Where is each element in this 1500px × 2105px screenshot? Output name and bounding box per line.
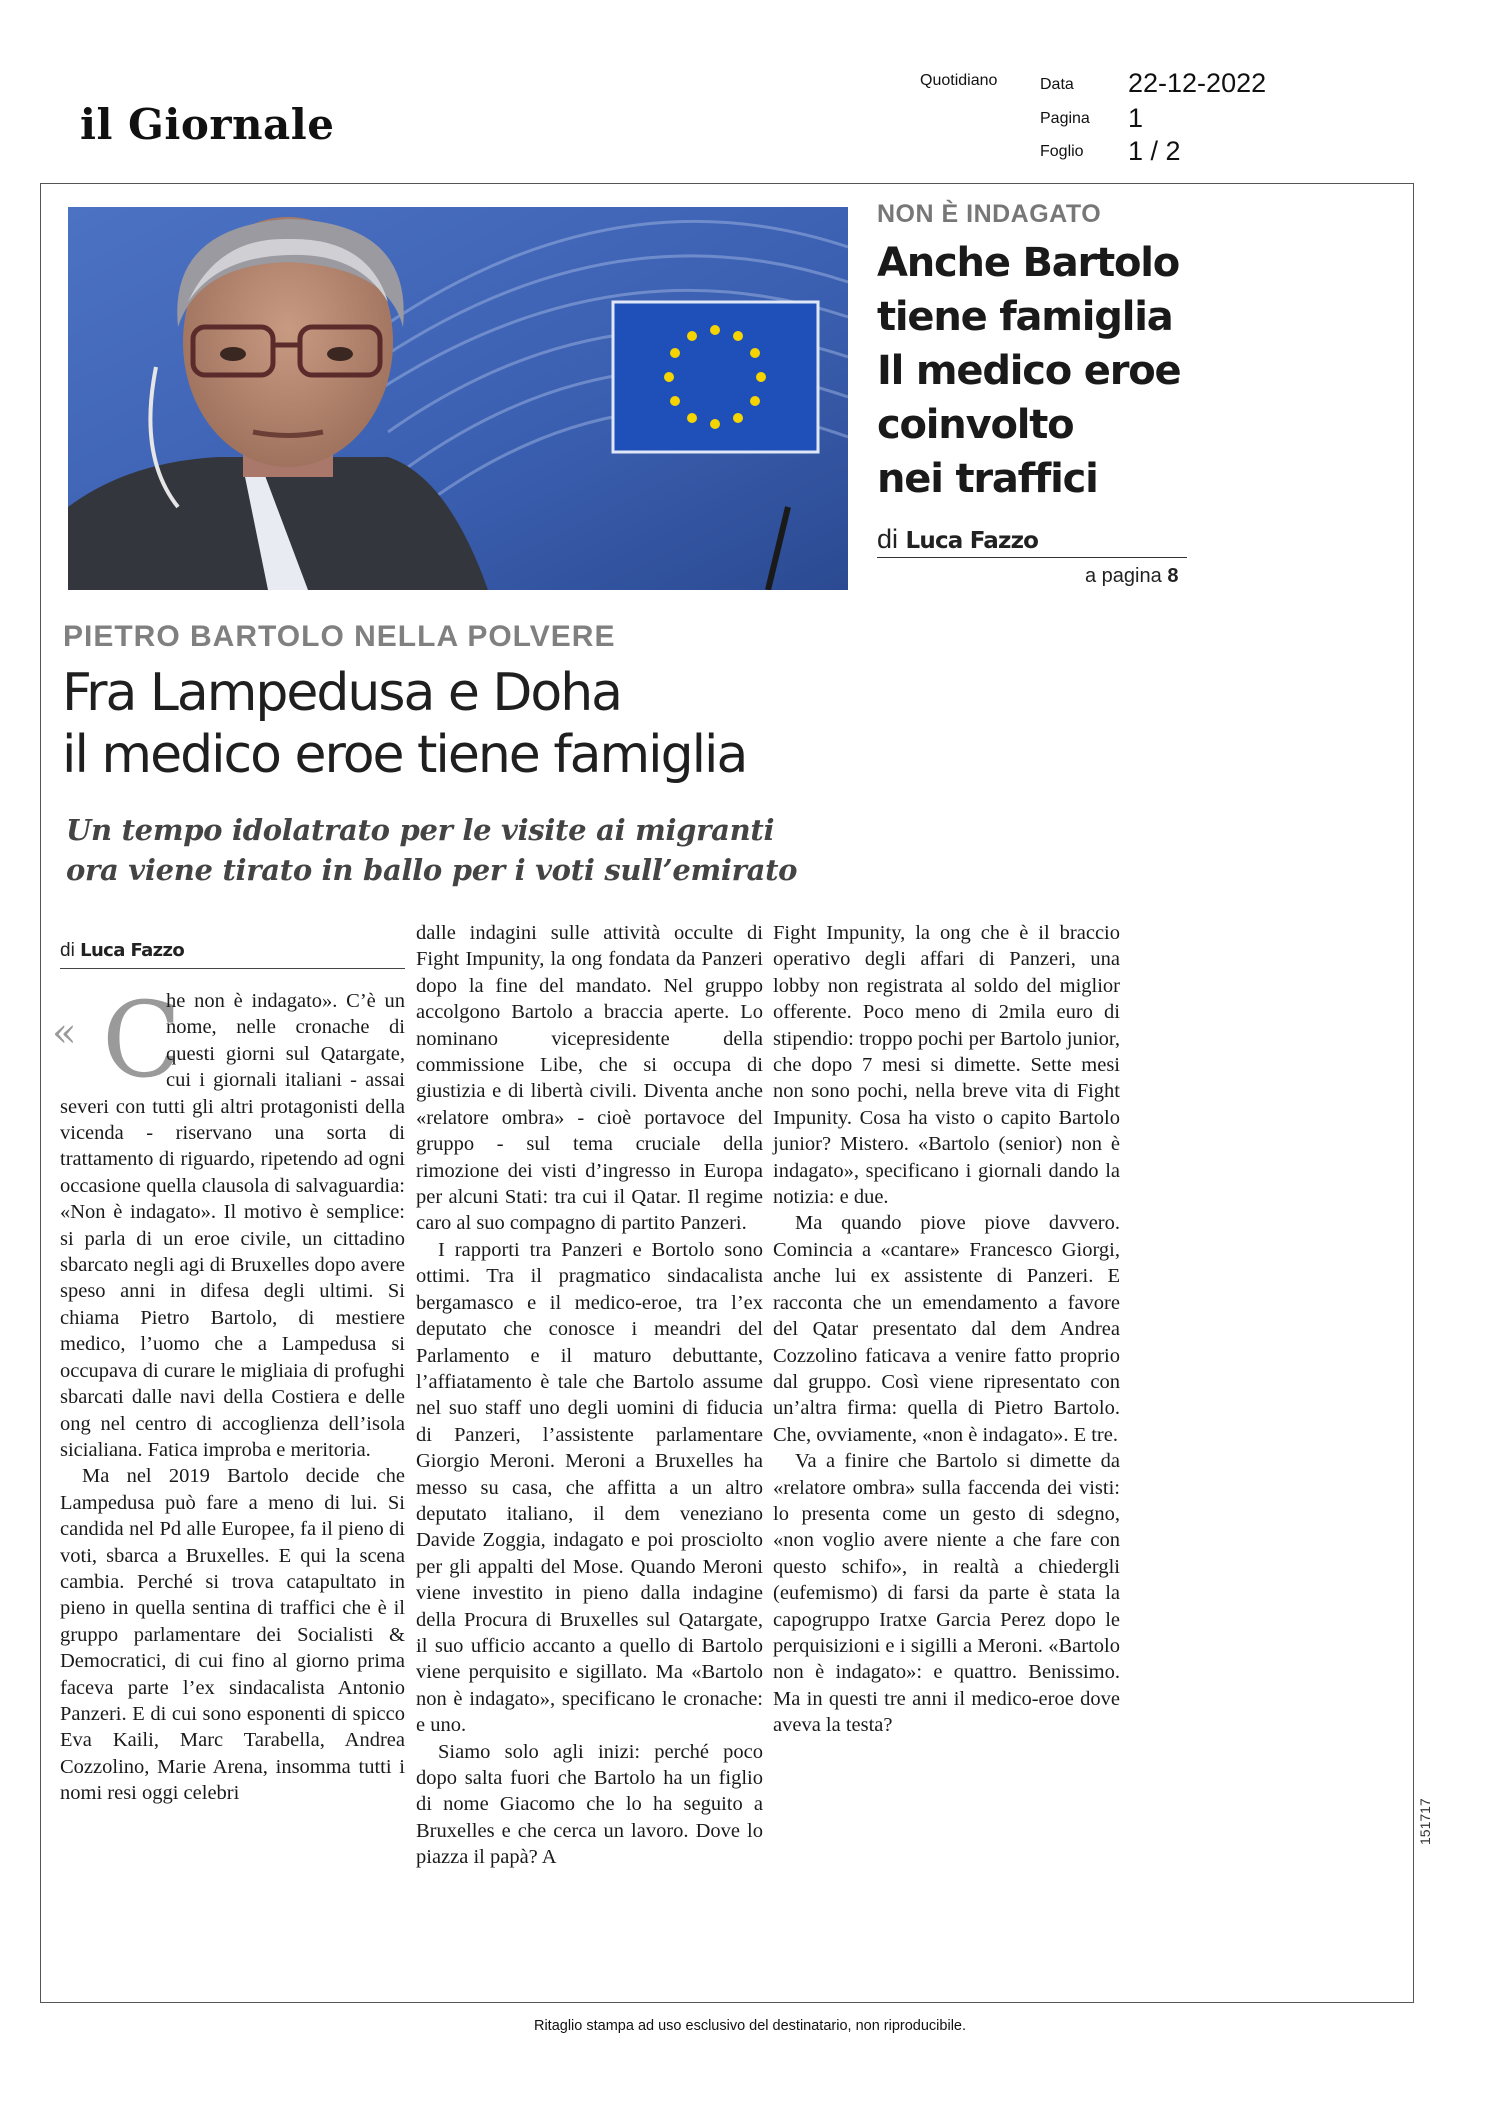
teaser-title-line: tiene famiglia [877,294,1173,340]
article-column-3 [773,920,1120,1739]
teaser-title-line: Il medico eroe [877,348,1181,394]
page-reference-prefix: a pagina [1085,565,1162,587]
teaser-kicker: NON È INDAGATO [877,200,1102,228]
paragraph: Ma quando piove piove davvero. Comincia a «cantare» Francesco Giorgi, anche lui ex assistente di Panzeri. E racconta che un emendamento a favore del Qatar presentato dal dem Andrea Cozzolino faticava a venire fatto proprio dal gruppo. Così viene ripresentato con un’altra firma: quella di Pietro Bartolo. Che, ovviamente, «non è indagato». E tre. [773,1212,1120,1446]
page-label: Pagina [1040,110,1090,127]
paragraph: Ma nel 2019 Bartolo decide che Lampedusa può fare a meno di lui. Si candida nel Pd alle Europee, fa il pieno di voti, sbarca a Bruxelles. E qui la scena cambia. Perché si trova catapultato in pieno in quella sentina di traffici che è il gruppo parlamentare dei Socialisti & Democratici, di cui fino al giorno prima faceva parte l’ex sindacalista Antonio Panzeri. E di cui sono esponenti di spicco Eva Kaili, Marc Tarabella, Andrea Cozzolino, Marie Arena, insomma tutti i nomi resi oggi celebri [60,1465,405,1805]
paragraph: Siamo solo agli inizi: perché poco dopo salta fuori che Bartolo ha un figlio di nome Giacomo che lo ha seguito a Bruxelles e che cerca un lavoro. Dove lo piazza il papà? A [416,1740,763,1869]
byline-prefix: di [60,940,75,961]
article-byline [60,940,184,962]
article-column-1 [60,979,405,1807]
portrait-illustration [68,207,848,590]
footer-notice: Ritaglio stampa ad uso esclusivo del destinatario, non riproducibile. [533,2018,967,2034]
teaser-rule [877,557,1187,558]
publication-type: Quotidiano [920,72,998,89]
article-subtitle [66,810,797,890]
sheet-value: 1 / 2 [1128,136,1181,166]
subtitle-line: Un tempo idolatrato per le visite ai migranti [66,813,775,847]
paragraph: he non è indagato». C’è un nome, nelle cronache di questi giorni sul Qatargate, cui i giornali italiani - assai severi con tutti gli altri protagonisti della vicenda - riservano una sorta di trattamento di riguardo, ripetendo ad ogni occasione quella clausola di salvaguardia: «Non è indagato». Il motivo è semplice: si parla di un eroe civile, un cittadino sbarcato negli agi di Bruxelles dopo avere speso anni in difesa degli ultimi. Si chiama Pietro Bartolo, di mestiere medico, l’uomo che a Lampedusa si occupava di curare le migliaia di profughi sbarcati dalle navi della Costiera e delle ong nel centro di accoglienza dell’isola sicialiana. Fatica improba e meritoria. [60,990,405,1461]
page-reference-number: 8 [1167,565,1179,587]
date-value: 22-12-2022 [1128,68,1267,98]
date-label: Data [1040,76,1074,93]
teaser-title-line: nei traffici [877,456,1098,502]
page-value: 1 [1128,103,1144,133]
page-reference [1085,565,1178,588]
byline-name: Luca Fazzo [80,940,185,961]
article-photo [68,207,848,590]
paragraph: Va a finire che Bartolo si dimette da «relatore ombra» sulla faccenda dei visti: lo presenta come un gesto di sdegno, «non voglio avere niente a che fare con questo schifo», in realtà a chiedergli (eufemismo) di farsi da parte è stata la capogruppo Iratxe Garcia Perez dopo le perquisizioni e i sigilli a Meroni. «Bartolo non è indagato»: e quattro. Benissimo. Ma in questi tre anni il medico-eroe dove aveva la testa? [773,1450,1120,1737]
teaser-title [877,236,1180,506]
teaser-byline [877,524,1038,555]
headline-line: Fra Lampedusa e Doha [62,663,622,723]
newspaper-logo: il Giornale [80,100,335,149]
article-headline [62,662,746,786]
teaser-byline-prefix: di [877,524,899,554]
article-kicker: PIETRO BARTOLO NELLA POLVERE [63,620,616,653]
sheet-label: Foglio [1040,143,1084,160]
paragraph: Fight Impunity, la ong che è il braccio operativo degli affari di Panzeri, una lobby non registrata al soldo del miglior offerente. Poco meno di 2mila euro di stipendio: troppo pochi per Bartolo junior, che dopo 7 mesi si dimette. Sette mesi non sono pochi, nella breve vita di Fight Impunity. Cosa ha visto o capito Bartolo junior? Mistero. «Bartolo (senior) non è indagato», specificano i giornali dando la notizia: e due. [773,922,1120,1209]
teaser-title-line: Anche Bartolo [877,240,1180,286]
article-column-2 [416,920,763,1871]
teaser-byline-name: Luca Fazzo [905,528,1039,554]
archive-code: 151717 [1417,1798,1433,1845]
byline-rule [60,968,405,969]
subtitle-line: ora viene tirato in ballo per i voti sull’emirato [66,853,798,887]
opening-quote: « [52,1010,77,1056]
drop-cap: C [102,979,182,1101]
paragraph: I rapporti tra Panzeri e Bortolo sono ottimi. Tra il pragmatico sindacalista bergamasco e il medico-eroe, tra l’ex deputato che conosce i meandri del Parlamento e il maturo debuttante, l’affiatamento è tale che Bartolo assume nel suo staff uno degli uomini di fiducia di Panzeri, l’assistente parlamentare Giorgio Meroni. Meroni a Bruxelles ha messo su casa, che affitta a un altro deputato italiano, il dem veneziano Davide Zoggia, indagato e poi prosciolto per gli appalti del Mose. Quando Meroni viene investito in pieno dalla indagine della Procura di Bruxelles sul Qatargate, il suo ufficio accanto a quello di Bartolo viene perquisito e sigillato. Ma «Bartolo non è indagato», specificano le cronache: e uno. [416,1238,763,1737]
teaser-title-line: coinvolto [877,402,1074,448]
headline-line: il medico eroe tiene famiglia [62,725,747,785]
paragraph: dalle indagini sulle attività occulte di Fight Impunity, la ong fondata da Panzeri dopo la fine del mandato. Nel gruppo accolgono Bartolo a braccia aperte. Lo nominano vicepresidente della commissione Libe, che si occupa di giustizia e di libertà civili. Diventa anche «relatore ombra» - cioè portavoce del gruppo - sul tema cruciale della rimozione dei visti d’ingresso in Europa per alcuni Stati: tra cui il Qatar. Il regime caro al suo compagno di partito Panzeri. [416,922,763,1235]
